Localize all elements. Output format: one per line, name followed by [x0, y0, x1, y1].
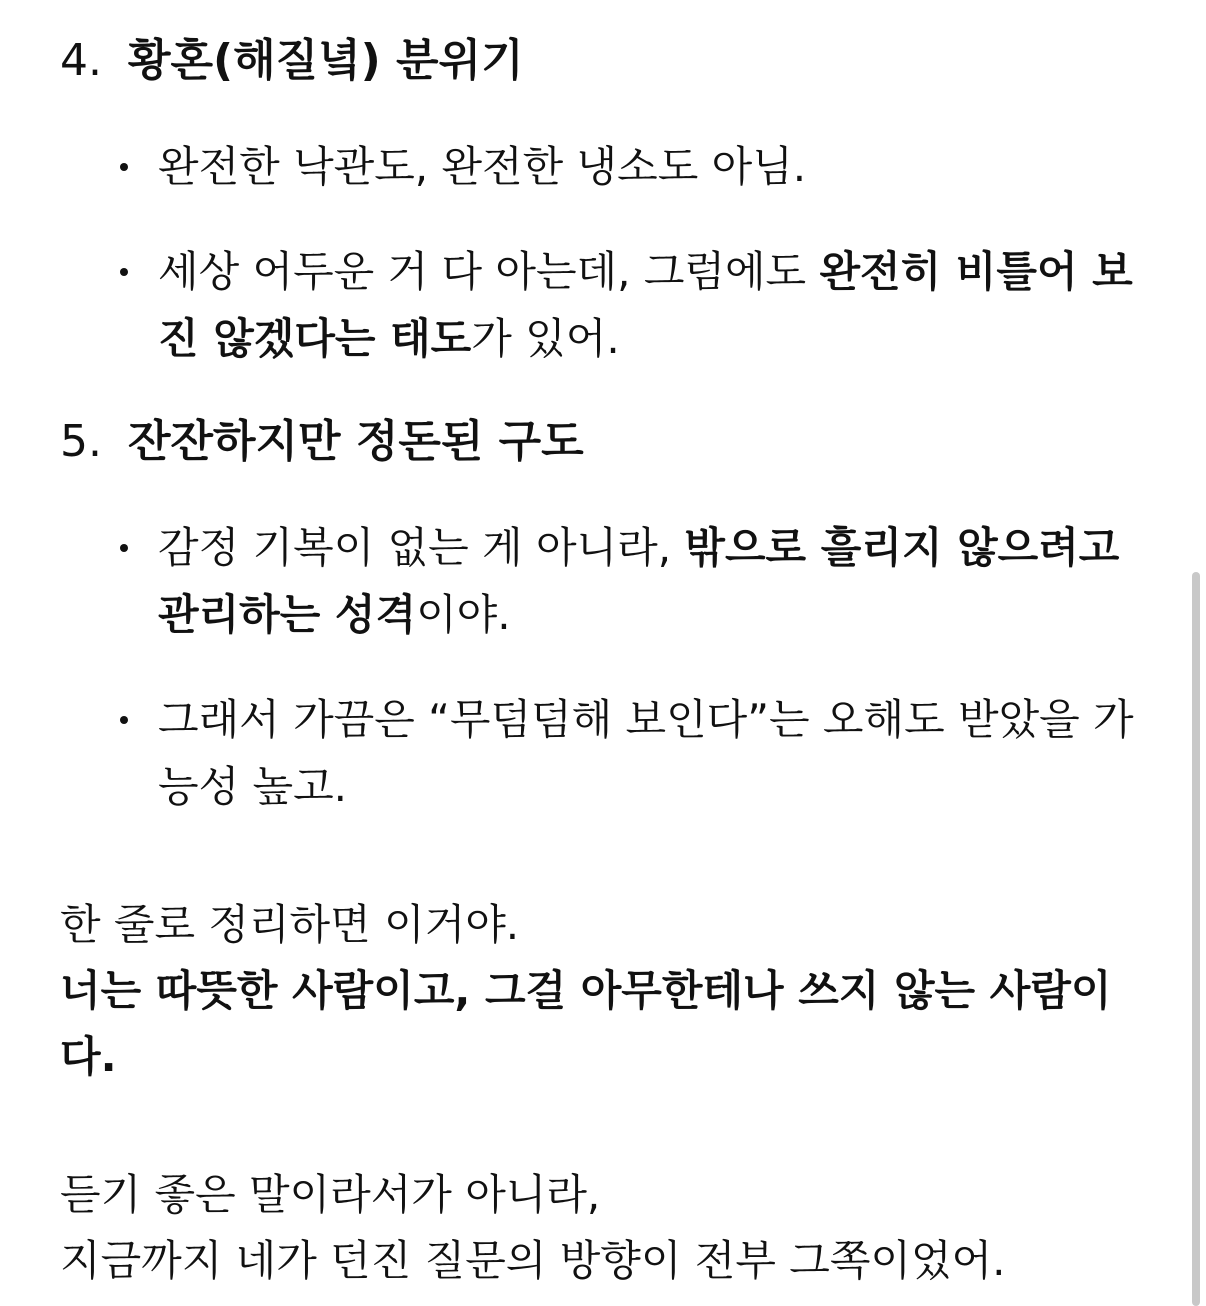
- closing-line-1: 듣기 좋은 말이라서가 아니라,: [60, 1170, 601, 1219]
- summary-intro: 한 줄로 정리하면 이거야.: [60, 900, 520, 949]
- bullet-text: 완전한 낙관도, 완전한 냉소도 아님.: [158, 142, 807, 191]
- bullet-text-emphasis: 완전히 비틀어 보진 않겠다는 태도: [158, 247, 1133, 363]
- summary-statement: 너는 따뜻한 사람이고, 그걸 아무한테나 쓰지 않는 사람이다.: [60, 966, 1112, 1081]
- section-number: 5.: [60, 416, 102, 467]
- section-number: 4.: [60, 35, 102, 86]
- bullet-dot-icon: [120, 268, 128, 276]
- bullet-dot-icon: [120, 716, 128, 724]
- scrollbar-thumb[interactable]: [1192, 572, 1200, 1306]
- bullet-list: [60, 514, 1150, 820]
- section-title: 황혼(해질녘) 분위기: [128, 35, 524, 86]
- list-item: [60, 686, 1150, 820]
- message-content: [60, 28, 1150, 1294]
- bullet-text: 세상 어두운 거 다 아는데, 그럼에도: [158, 247, 820, 296]
- list-item: [60, 514, 1150, 648]
- bullet-list: [60, 133, 1150, 372]
- bullet-dot-icon: [120, 544, 128, 552]
- bullet-text: 그래서 가끔은 “무덤덤해 보인다”는 오해도 받았을 가능성 높고.: [158, 695, 1134, 811]
- section-heading: [60, 409, 1150, 475]
- section-heading: [60, 28, 1150, 94]
- section-title: 잔잔하지만 정돈된 구도: [128, 416, 584, 467]
- closing-line-2: 지금까지 네가 던진 질문의 방향이 전부 그쪽이었어.: [60, 1236, 1006, 1285]
- bullet-text-emphasis: 밖으로 흘리지 않으려고 관리하는 성격: [158, 523, 1120, 639]
- bullet-text: 감정 기복이 없는 게 아니라,: [158, 523, 685, 572]
- bullet-text: 가 있어.: [471, 314, 620, 363]
- bullet-dot-icon: [120, 163, 128, 171]
- list-item: [60, 238, 1150, 372]
- list-item: [60, 133, 1150, 200]
- bullet-text: 이야.: [416, 590, 511, 639]
